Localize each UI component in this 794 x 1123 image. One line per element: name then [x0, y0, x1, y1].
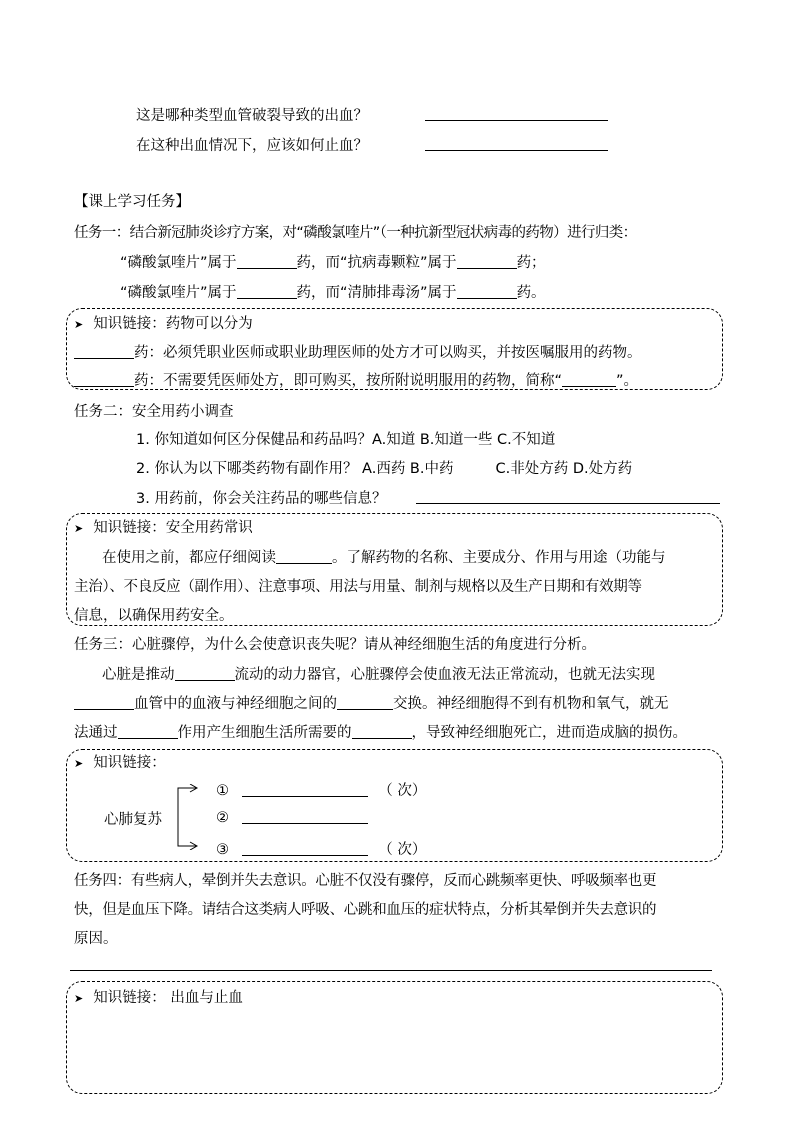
task4-line2: 快，但是血压下降。请结合这类病人呼吸、心跳和血压的症状特点，分析其晕倒并失去意识的	[74, 902, 657, 918]
link2-line3: 信息，以确保用药安全。	[74, 608, 234, 624]
task4-line1: 任务四：有些病人，晕倒并失去意识。心脏不仅没有骤停，反而心跳频率更快、呼吸频率也更	[74, 873, 657, 889]
answer-line-task4[interactable]	[70, 954, 712, 971]
blank-field[interactable]	[237, 283, 297, 299]
blank-field[interactable]	[242, 840, 368, 856]
cpr-step-3	[216, 838, 426, 859]
task3-l2a: 血管中的血液与神经细胞之间的	[134, 696, 337, 712]
task3-l2b: 交换。神经细胞得不到有机物和氧气，就无	[393, 696, 669, 712]
task3-l3c: ，导致神经细胞死亡，进而造成脑的损伤。	[411, 725, 687, 741]
link1-title: 知识链接：药物可以分为	[93, 316, 253, 332]
survey-question-2	[136, 457, 632, 478]
link4-title: 知识链接： 出血与止血	[93, 990, 243, 1006]
task1-line1-c: 药；	[516, 255, 546, 271]
blank-field[interactable]	[237, 253, 297, 269]
blank-field[interactable]	[74, 694, 134, 710]
task1-line1	[120, 251, 546, 272]
blank-field[interactable]	[118, 723, 178, 739]
blank-field[interactable]	[337, 694, 393, 710]
task1-line2-b: 药，而“清肺排毒汤”属于	[296, 285, 457, 301]
task1-line1-b: 药，而“抗病毒颗粒”属于	[296, 255, 457, 271]
arrow-bullet-icon: ➤	[74, 757, 84, 770]
link1-line2	[74, 369, 638, 390]
task3-l1a: 心脏是推动	[102, 667, 175, 683]
question-stop-bleeding: 在这种出血情况下，应该如何止血？	[136, 138, 368, 154]
blank-field[interactable]	[74, 371, 134, 387]
task3-line3	[74, 721, 687, 742]
link3-title: 知识链接：	[93, 755, 166, 771]
task1-title: 任务一：结合新冠肺炎诊疗方案，对“磷酸氯喹片”（一种抗新型冠状病毒的药物）进行归类：	[74, 225, 637, 241]
task1-line2-c: 药。	[516, 285, 546, 301]
task3-l3b: 作用产生细胞生活所需要的	[177, 725, 352, 741]
link2-p1b: 。了解药物的名称、主要成分、作用与用途（功能与	[332, 550, 666, 566]
task3-line1	[102, 663, 655, 684]
task3-line2	[74, 692, 669, 713]
cpr-step-3-times: （ 次）	[378, 842, 427, 858]
blank-field[interactable]	[175, 665, 235, 681]
link1-l1: 药：必须凭职业医师或职业助理医师的处方才可以购买，并按医嘱服用的药物。	[134, 345, 642, 361]
task3-l3a: 法通过	[74, 725, 118, 741]
arrow-bullet-icon: ➤	[74, 992, 84, 1005]
answer-line-stop-bleeding[interactable]	[425, 134, 608, 151]
task1-line2	[120, 281, 546, 302]
cpr-step-1	[216, 779, 426, 800]
cpr-label: 心肺复苏	[104, 812, 162, 828]
link2-p1a: 在使用之前，都应仔细阅读	[102, 550, 276, 566]
cpr-step-2	[216, 808, 368, 826]
task3-l1b: 流动的动力器官，心脏骤停会使血液无法正常流动，也就无法实现	[234, 667, 655, 683]
answer-line-vessel-type[interactable]	[425, 104, 608, 121]
link1-l2b: ”。	[616, 373, 639, 389]
link1-title-row	[74, 312, 253, 333]
link1-line1	[74, 341, 642, 362]
task4-line3: 原因。	[74, 931, 118, 947]
link2-line1	[102, 546, 666, 567]
blank-field[interactable]	[352, 723, 412, 739]
blank-field[interactable]	[562, 371, 616, 387]
survey-question-3: 3. 用药前，你会关注药品的哪些信息？	[136, 491, 387, 507]
arrow-bullet-icon: ➤	[74, 522, 84, 535]
task2-title: 任务二：安全用药小调查	[74, 404, 234, 420]
task1-line1-a: “磷酸氯喹片”属于	[120, 255, 237, 271]
link2-title: 知识链接：安全用药常识	[93, 520, 253, 536]
link2-line2: 主治）、不良反应（副作用）、注意事项、用法与用量、制剂与规格以及生产日期和有效期等	[74, 579, 642, 595]
blank-field[interactable]	[242, 808, 368, 824]
blank-field[interactable]	[457, 253, 517, 269]
survey-question-2-a: 2. 你认为以下哪类药物有副作用？ A.西药 B.中药	[136, 461, 454, 477]
link2-title-row	[74, 516, 253, 537]
link1-l2a: 药：不需要凭医师处方，即可购买，按所附说明服用的药物，简称“	[134, 373, 563, 389]
blank-field[interactable]	[74, 343, 134, 359]
survey-question-1: 1. 你知道如何区分保健品和药品吗？A.知道 B.知道一些 C.不知道	[136, 432, 556, 448]
link4-title-row	[74, 986, 243, 1007]
link3-title-row	[74, 751, 166, 772]
survey-question-2-b: C.非处方药 D.处方药	[495, 461, 633, 477]
blank-field[interactable]	[457, 283, 517, 299]
question-vessel-type: 这是哪种类型血管破裂导致的出血？	[136, 108, 368, 124]
blank-field[interactable]	[276, 548, 332, 564]
cpr-step-1-num: ①	[216, 783, 229, 799]
cpr-step-2-num: ②	[216, 810, 229, 826]
cpr-step-1-times: （ 次）	[378, 783, 427, 799]
section-title: 【课上学习任务】	[74, 194, 190, 210]
cpr-step-3-num: ③	[216, 842, 229, 858]
bracket-icon	[170, 784, 200, 850]
blank-field[interactable]	[242, 781, 368, 797]
answer-line-survey-q3[interactable]	[416, 487, 720, 504]
task3-title: 任务三：心脏骤停，为什么会使意识丧失呢？请从神经细胞生活的角度进行分析。	[74, 637, 596, 653]
task1-line2-a: “磷酸氯喹片”属于	[120, 285, 237, 301]
arrow-bullet-icon: ➤	[74, 318, 84, 331]
